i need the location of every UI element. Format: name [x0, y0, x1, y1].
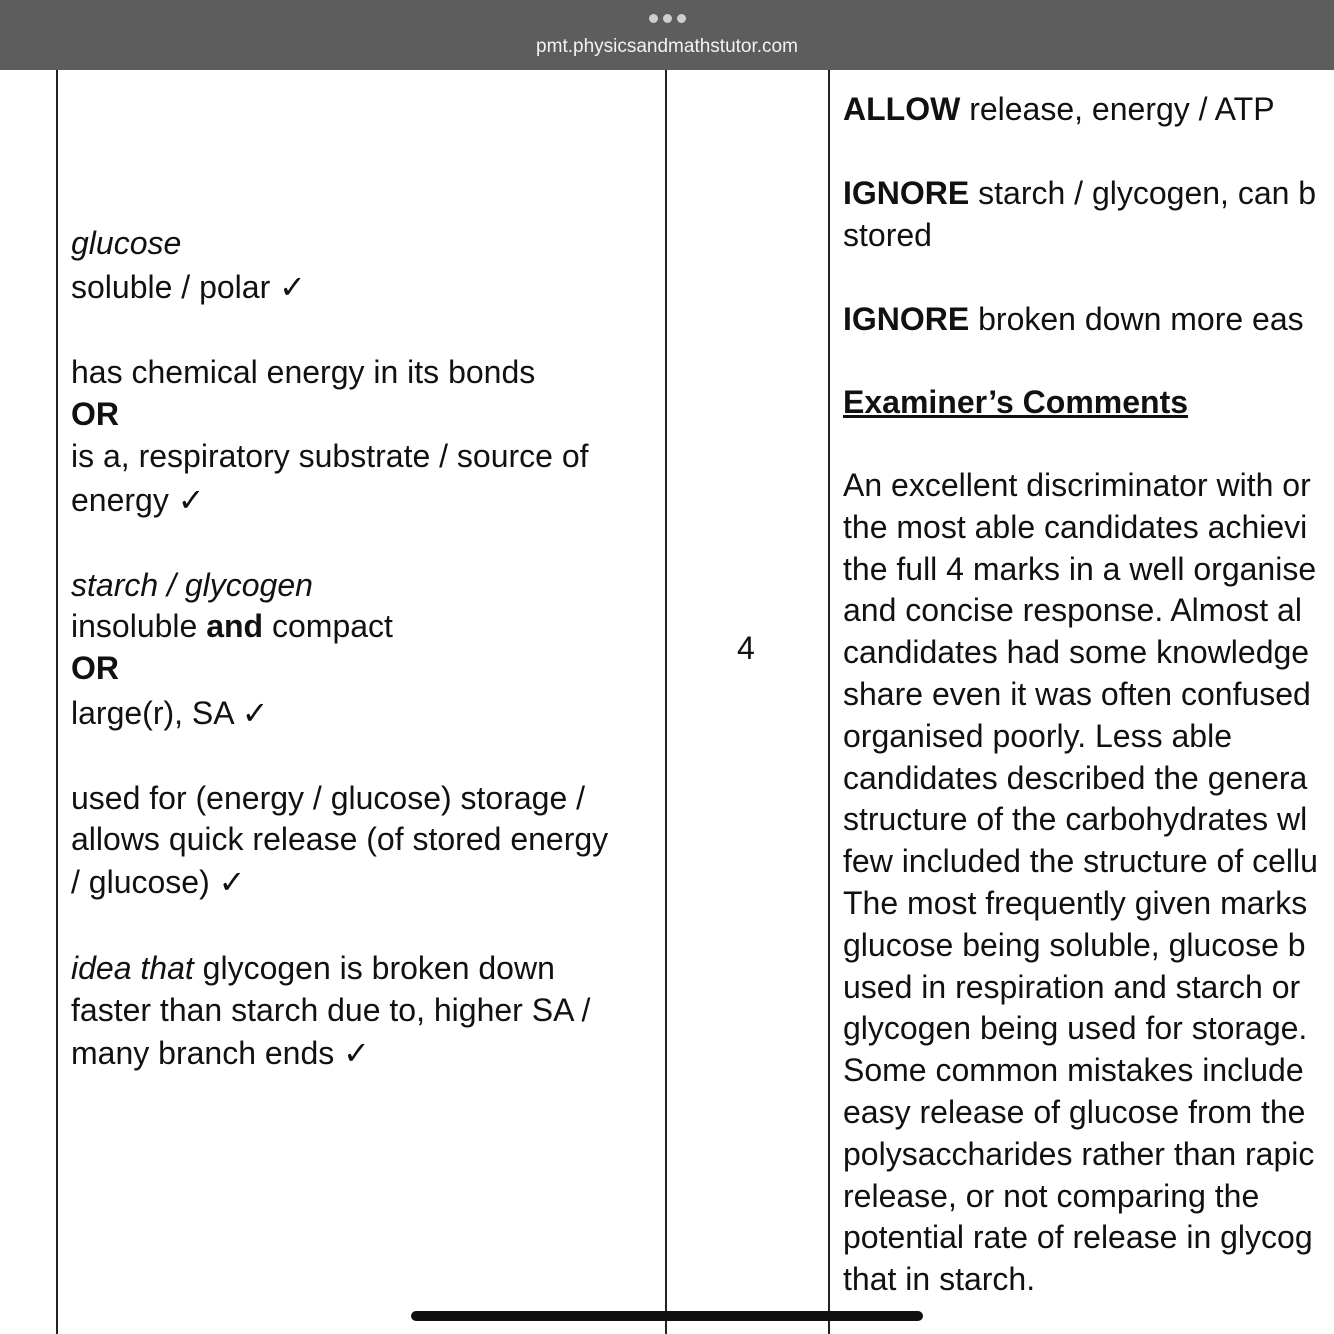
comment-line: polysaccharides rather than rapic	[843, 1135, 1315, 1172]
used-point-line1: used for (energy / glucose) storage /	[71, 780, 586, 816]
energy-point-line3: energy ✓	[71, 482, 205, 518]
ignore-note-1-line2: stored	[843, 217, 932, 253]
energy-point-line2: is a, respiratory substrate / source of	[71, 438, 589, 474]
allow-note: ALLOW release, energy / ATP	[843, 91, 1275, 127]
ignore-note-1: IGNORE starch / glycogen, can b	[843, 175, 1317, 211]
comment-line: release, or not comparing the	[843, 1177, 1260, 1214]
home-indicator[interactable]	[411, 1311, 923, 1321]
idea-point-line2: faster than starch due to, higher SA /	[71, 992, 591, 1028]
comment-line: The most frequently given marks	[843, 884, 1308, 921]
glucose-point: soluble / polar ✓	[71, 269, 306, 305]
ignore-note-2: IGNORE broken down more eas	[843, 301, 1304, 337]
comment-line: An excellent discriminator with or	[843, 467, 1311, 503]
used-point-line3: / glucose) ✓	[71, 864, 246, 900]
comment-line: candidates described the genera	[843, 759, 1308, 796]
energy-point-line1: has chemical energy in its bonds	[71, 354, 536, 390]
comment-line: share even it was often confused	[843, 675, 1311, 712]
starch-heading: starch / glycogen	[71, 567, 313, 603]
or-separator-1: OR	[71, 396, 119, 432]
examiner-comments-heading: Examiner’s Comments	[843, 384, 1189, 420]
insoluble-point: insoluble and compact	[71, 608, 393, 644]
comment-line: used in respiration and starch or	[843, 968, 1301, 1005]
idea-point-line1: idea that glycogen is broken down	[71, 950, 555, 986]
or-separator-2: OR	[71, 650, 119, 686]
comment-line: candidates had some knowledge	[843, 634, 1310, 671]
url-label[interactable]: pmt.physicsandmathstutor.com	[536, 36, 798, 57]
glucose-heading: glucose	[71, 225, 182, 261]
used-point-line2: allows quick release (of stored energy	[71, 821, 609, 857]
marks-value: 4	[737, 630, 755, 666]
comment-line: easy release of glucose from the	[843, 1093, 1306, 1130]
comment-line: the full 4 marks in a well organise	[843, 550, 1317, 587]
comment-line: glucose being soluble, glucose b	[843, 926, 1306, 963]
large-point: large(r), SA ✓	[71, 695, 269, 731]
comment-line: the most able candidates achievi	[843, 508, 1308, 545]
examiner-comments-body	[843, 464, 1318, 1300]
comment-line: glycogen being used for storage.	[843, 1010, 1308, 1047]
comment-line: and concise response. Almost al	[843, 592, 1302, 629]
browser-top-bar	[0, 0, 1334, 70]
table-border-middle	[665, 70, 667, 1334]
table-border-left	[56, 70, 58, 1334]
comment-line: organised poorly. Less able	[843, 717, 1232, 754]
comment-line: that in starch.	[843, 1261, 1036, 1298]
comment-line: potential rate of release in glycog	[843, 1219, 1313, 1256]
comment-line: few included the structure of cellu	[843, 843, 1318, 880]
comment-line: structure of the carbohydrates wl	[843, 801, 1308, 838]
idea-point-line3: many branch ends ✓	[71, 1035, 370, 1071]
more-dots-icon[interactable]	[647, 14, 687, 24]
table-border-right	[828, 70, 830, 1334]
comment-line: Some common mistakes include	[843, 1052, 1304, 1089]
